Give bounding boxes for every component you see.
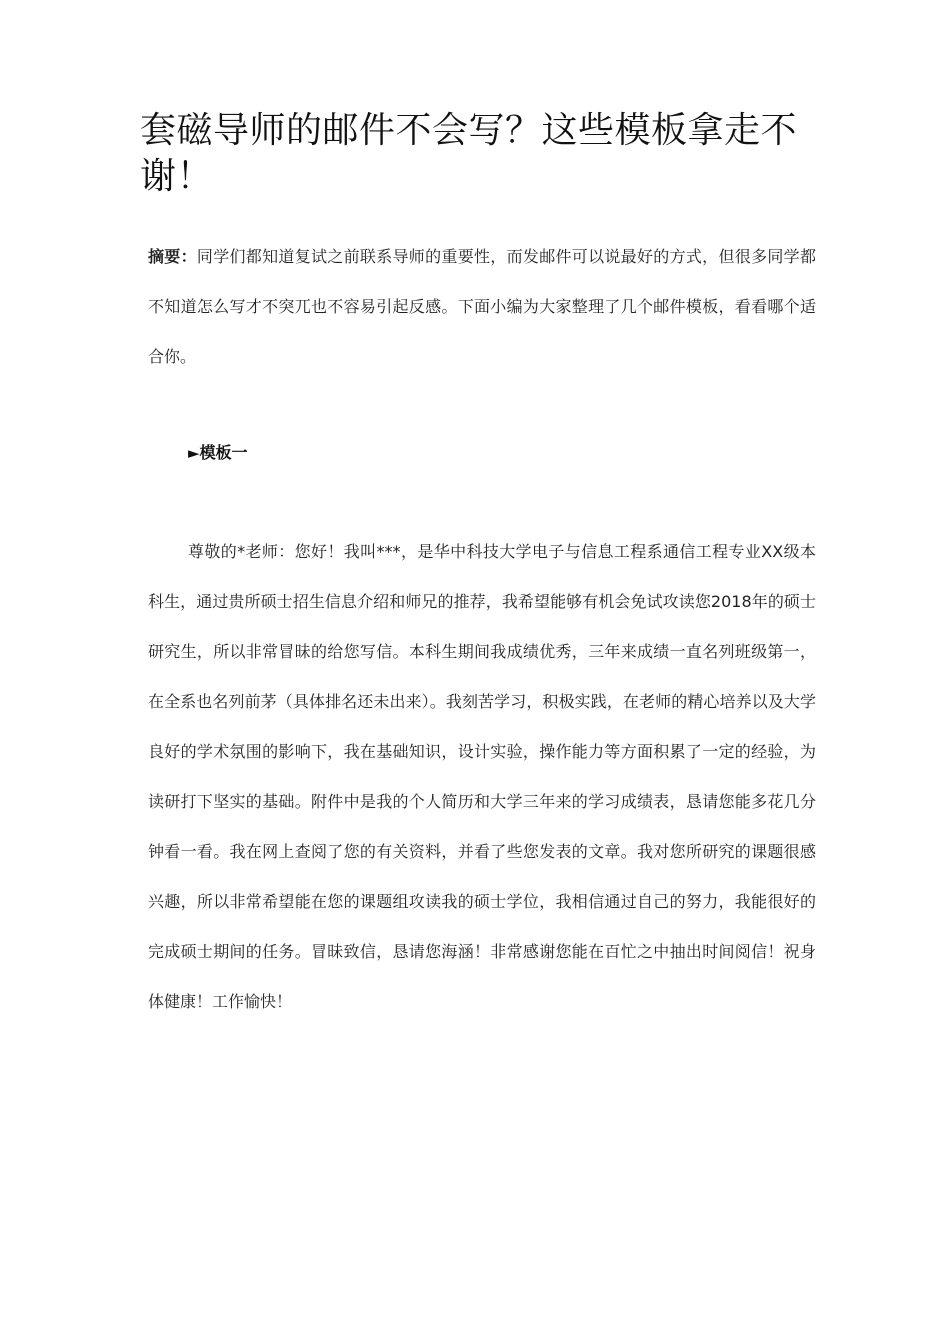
- triangle-marker-icon: ►: [188, 444, 200, 462]
- abstract-text: 同学们都知道复试之前联系导师的重要性，而发邮件可以说最好的方式，但很多同学都不知道怎么写才不突兀也不容易引起反感。下面小编为大家整理了几个邮件模板，看看哪个适合你。: [148, 247, 816, 366]
- section-title: 模板一: [199, 443, 248, 462]
- page-title: 套磁导师的邮件不会写？这些模板拿走不谢！: [140, 110, 798, 197]
- abstract-paragraph: [148, 232, 816, 382]
- section-heading: [188, 440, 248, 466]
- email-template-body: 尊敬的*老师：您好！我叫***，是华中科技大学电子与信息工程系通信工程专业XX级本科生，通过贵所硕士招生信息介绍和师兄的推荐，我希望能够有机会免试攻读您2018年的硕士研究生，所以非常冒昧的给您写信。本科生期间我成绩优秀，三年来成绩一直名列班级第一，在全系也名列前茅（具体排名还未出来）。我刻苦学习，积极实践，在老师的精心培养以及大学良好的学术氛围的影响下，我在基础知识，设计实验，操作能力等方面积累了一定的经验，为读研打下坚实的基础。附件中是我的个人简历和大学三年来的学习成绩表，恳请您能多花几分钟看一看。我在网上查阅了您的有关资料，并看了些您发表的文章。我对您所研究的课题很感兴趣，所以非常希望能在您的课题组攻读我的硕士学位，我相信通过自己的努力，我能很好的完成硕士期间的任务。冒昧致信，恳请您海涵！非常感谢您能在百忙之中抽出时间阅信！祝身体健康！工作愉快！: [148, 542, 816, 1011]
- abstract-label: 摘要：: [148, 247, 197, 266]
